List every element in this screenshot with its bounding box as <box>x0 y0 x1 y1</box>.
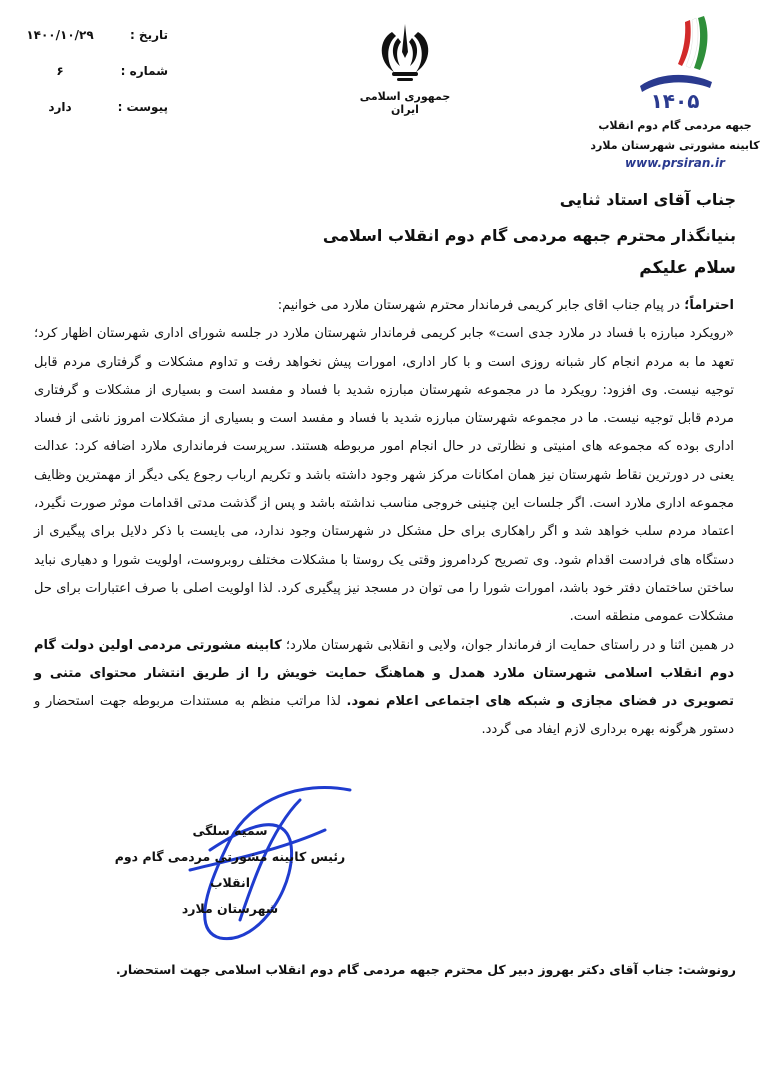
recipient-line: جناب آقای استاد ثنایی <box>559 190 736 209</box>
closing-bold: کابینه مشورتی مردمی اولین دولت گام دوم انقلاب اسلامی شهرستان ملارد همدل و هماهنگ حمایت خویش را از طریق انتشار محتوای متنی و تصویری در فضای مجازی و شبکه های اجتماعی اعلام نمود. <box>34 637 734 710</box>
emblem-caption: جمهوری اسلامی ایران <box>359 90 451 116</box>
logo-number: ۱۴۰۵ <box>650 89 700 112</box>
logo-url: www.prsiran.ir <box>625 156 725 170</box>
logo-title: جبهه مردمی گام دوم انقلاب <box>598 119 752 132</box>
emblem-icon <box>370 22 440 84</box>
organization-logo <box>590 12 760 170</box>
body-quote-paragraph: «رویکرد مبارزه با فساد در ملارد جدی است» جابر کریمی فرماندار شهرستان ملارد در جلسه شورای اداری شهرستان اظهار کرد؛ تعهد ما به مردم انجام کار شبانه روزی است و با کار اداری، امورات پیش نخواهد رفت و تداوم مشکلات و گرفتاری مردم قابل توجیه نیست. وی افزود: رویکرد ما در مجموعه شهرستان مبارزه شدید با فساد و مفسد است و بسیاری از مشکلات و گرفتاری مردم قابل توجیه نیست. ما در مجموعه شهرستان مبارزه شدید با فساد و مفسد است و بسیاری از مشکلات امروز ناشی از فساد اداری بوده که مجموعه های امنیتی و نظارتی در حال انجام امور مربوطه هستند. سرپرست فرمانداری ملارد اضافه کرد: عدالت یعنی در دورترین نقاط شهرستان نیز همان امکانات مرکز شهر وجود داشته باشد و تکریم ارباب رجوع یکی دیگر از مهمترین وظایف مجموعه اداری ملارد است. اگر جلسات این چنینی خروجی مناسب نداشته باشد و پس از گذشت مدتی اقدامات موثر صورت نگیرد، اعتماد مردم سلب خواهد شد و اگر راهکاری برای حل مشکل در شهرستان وجود ندارد، می بایست با ذکر دلایل برای پیگیری از دستگاه های فرادست اقدام شود. وی تصریح کردامروز وقتی یک روستا با مشکلات مختلف روبروست، اولویت شورا و دهیاری نباید ساختن ساختمان دفتر خود باشد، امورات شورا را می توان در مسجد نیز پیگیری کرد. لذا اولویت اصلی با صرف اعتبارات برای حل مشکلات عمومی منطقه است. <box>34 326 734 625</box>
meta-number-label: شماره : <box>120 64 168 78</box>
body-intro-text: در پیام جناب اقای جابر کریمی فرماندار محترم شهرستان ملارد می خوانیم: <box>277 298 685 313</box>
meta-date <box>20 28 180 64</box>
logo-subtitle: کابینه مشورتی شهرستان ملارد <box>590 139 760 152</box>
meta-attachment-value: دارد <box>48 100 72 114</box>
recipient-title: بنیانگذار محترم جبهه مردمی گام دوم انقلاب اسلامی <box>322 226 736 245</box>
national-emblem <box>350 22 460 116</box>
body-closing-paragraph <box>34 632 734 745</box>
signer-title: رئیس کابینه مشورتی مردمی گام دوم انقلاب <box>114 849 346 890</box>
logo-graphic-icon <box>630 12 720 112</box>
meta-number-value: ۶ <box>56 64 64 78</box>
meta-number <box>20 64 180 100</box>
meta-attachment <box>20 100 180 136</box>
letter-meta <box>20 28 180 136</box>
closing-start: در همین اثنا و در راستای حمایت از فرماندار جوان، ولایی و انقلابی شهرستان ملارد؛ <box>281 637 734 653</box>
meta-date-value: ۱۴۰۰/۱۰/۲۹ <box>26 28 94 42</box>
carbon-copy-line: رونوشت: جناب آقای دکتر بهروز دبیر کل محترم جبهه مردمی گام دوم انقلاب اسلامی جهت استحضار. <box>115 962 736 977</box>
letter-body <box>34 292 734 745</box>
greeting: سلام علیکم <box>639 258 736 278</box>
body-intro <box>34 292 734 320</box>
signature-block <box>100 818 360 922</box>
meta-date-label: تاریخ : <box>129 28 168 42</box>
signer-name: سمیه سلگی <box>192 823 268 838</box>
signer-location: شهرستان ملارد <box>181 901 279 916</box>
meta-attachment-label: پیوست : <box>117 100 168 114</box>
body-intro-bold: احتراماً؛ <box>684 298 734 313</box>
closing-end: لذا مراتب منظم به مستندات مربوطه جهت استحضار و دستور هرگونه بهره برداری لازم ایفاد می گردد. <box>34 694 734 738</box>
